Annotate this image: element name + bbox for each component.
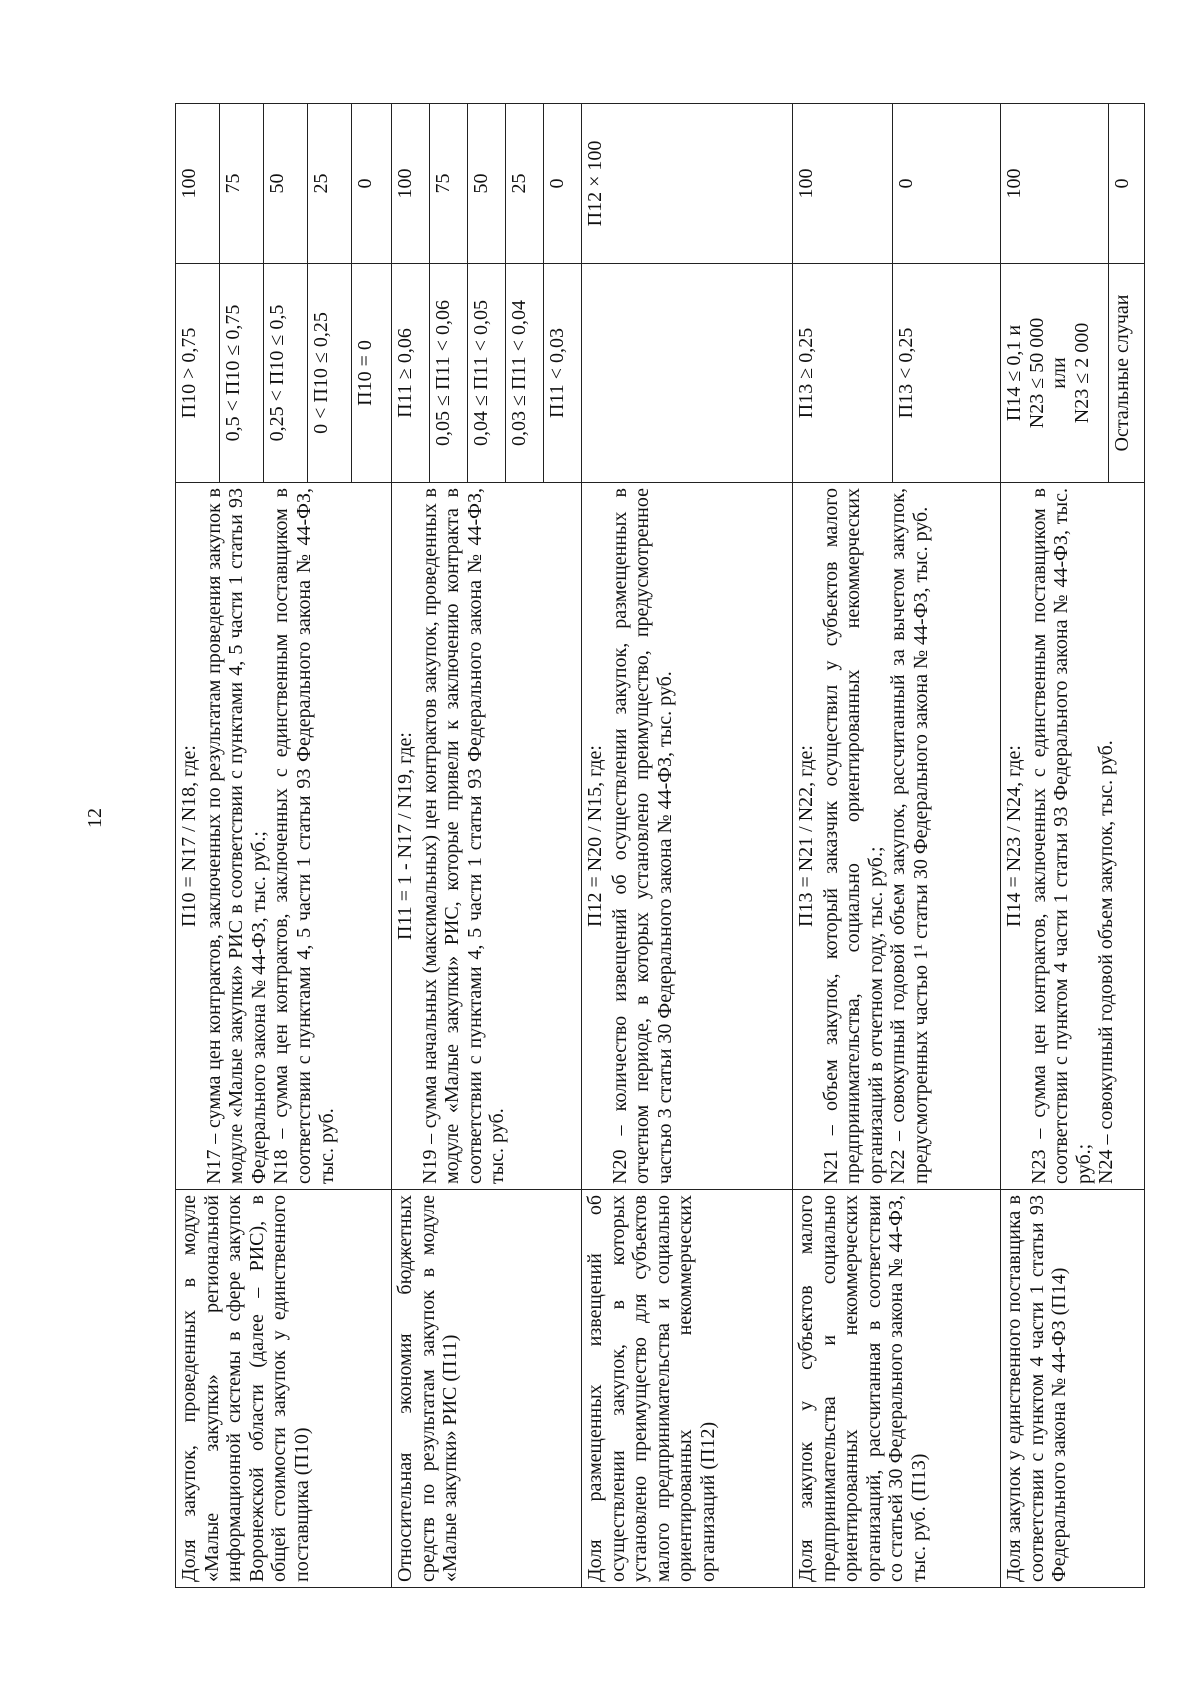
condition-line: N23 ≤ 2 000 <box>1070 322 1093 424</box>
condition-cell: П11 < 0,03 <box>544 264 582 483</box>
table-row <box>176 104 220 1588</box>
formula-note: N19 – сумма начальных (максимальных) цен контрактов закупок, проведенных в модуле «Малые закупки» РИС, которые привели к заключению контракта в соответствии с пунктами 4, 5 части 1 статьи 93 Федерального закона № 44-ФЗ, тыс. руб. <box>418 488 509 1184</box>
indicator-name-cell: Относительная экономия бюджетных средств по результатам закупок в модуле «Малые закупки» РИС (П11) <box>392 1190 582 1588</box>
table-row <box>392 104 430 1588</box>
condition-cell: П13 ≥ 0,25 <box>793 264 893 483</box>
indicator-name-cell: Доля закупок у субъектов малого предпринимательства и социально ориентированных некоммерческих организаций, рассчитанная в соответствии со статьей 30 Федерального закона № 44-ФЗ, тыс. руб. (П13) <box>793 1190 1001 1588</box>
score-cell: 100 <box>1001 104 1109 264</box>
formula-cell <box>1001 483 1145 1190</box>
formula-cell <box>176 483 392 1190</box>
formula: П12 = N20 / N15, где: <box>584 745 606 927</box>
score-cell: 0 <box>893 104 1001 264</box>
formula-cell <box>392 483 582 1190</box>
condition-cell: П10 = 0 <box>352 264 392 483</box>
formula-cell <box>582 483 793 1190</box>
condition-line: П14 ≤ 0,1 и <box>1003 324 1025 422</box>
formula-note: N18 – сумма цен контрактов, заключенных с единственным поставщиком в соответствии с пунктами 4, 5 части 1 статьи 93 Федерального закона № 44-ФЗ, тыс. руб. <box>270 488 338 1184</box>
condition-cell: П10 > 0,75 <box>176 264 220 483</box>
score-cell: 0 <box>544 104 582 264</box>
formula-note: N21 – объем закупок, который заказчик осуществил у субъектов малого предпринимательства, социально ориентированных некоммерческих организаций в отчетном году, тыс. руб.; <box>819 488 887 1184</box>
condition-cell: П11 ≥ 0,06 <box>392 264 430 483</box>
score-cell: 75 <box>430 104 468 264</box>
score-cell: 100 <box>176 104 220 264</box>
formula-note: N24 – совокупный годовой объем закупок, тыс. руб. <box>1095 740 1118 1184</box>
condition-cell: 0,05 ≤ П11 < 0,06 <box>430 264 468 483</box>
formula: П13 = N21 / N22, где: <box>795 745 817 927</box>
score-cell: 100 <box>793 104 893 264</box>
condition-line: N23 ≤ 50 000 <box>1025 317 1048 429</box>
indicator-name-cell: Доля размещенных извещений об осуществлении закупок, в которых установлено преимущество для субъектов малого предпринимательства и социально ориентированных некоммерческих организаций (П12) <box>582 1190 793 1588</box>
score-cell: 25 <box>506 104 544 264</box>
indicator-name-cell: Доля закупок, проведенных в модуле «Малые закупки» региональной информационной системы в сфере закупок Воронежской области (далее – РИС), в общей стоимости закупок у единственного поставщика (П10) <box>176 1190 392 1588</box>
condition-line: или <box>1048 357 1071 389</box>
score-cell: 0 <box>1109 104 1145 264</box>
condition-cell: Остальные случаи <box>1109 264 1145 483</box>
table-row <box>1001 104 1109 1588</box>
condition-cell: 0,25 < П10 ≤ 0,5 <box>264 264 308 483</box>
page-number: 12 <box>84 808 106 828</box>
score-cell: П12 × 100 <box>582 104 793 264</box>
score-cell: 75 <box>220 104 264 264</box>
condition-cell: 0,04 ≤ П11 < 0,05 <box>468 264 506 483</box>
formula: П10 = N17 / N18, где: <box>178 745 200 927</box>
table-row <box>582 104 793 1588</box>
formula-cell <box>793 483 1001 1190</box>
formula: П14 = N23 / N24, где: <box>1003 745 1025 927</box>
indicator-table <box>175 103 1145 1588</box>
indicator-name-cell: Доля закупок у единственного поставщика в соответствии с пунктом 4 части 1 статьи 93 Федерального закона № 44-ФЗ (П14) <box>1001 1190 1145 1588</box>
formula-note: N17 – сумма цен контрактов, заключенных по результатам проведения закупок в модуле «Малые закупки» РИС в соответствии с пунктами 4, 5 части 1 статьи 93 Федерального закона № 44-ФЗ, тыс. руб.; <box>202 488 270 1184</box>
score-cell: 50 <box>468 104 506 264</box>
formula-note: N23 – сумма цен контрактов, заключенных с единственным поставщиком в соответствии с пунктом 4 части 1 статьи 93 Федерального закона № 44-ФЗ, тыс. руб.; <box>1027 488 1095 1184</box>
table-row <box>793 104 893 1588</box>
condition-cell: П13 < 0,25 <box>893 264 1001 483</box>
score-cell: 100 <box>392 104 430 264</box>
formula-note: N20 – количество извещений об осуществлении закупок, размещенных в отчетном периоде, в которых установлено преимущество, предусмотренное частью 3 статьи 30 Федерального закона № 44-ФЗ, тыс. руб. <box>608 488 676 1184</box>
score-cell: 50 <box>264 104 308 264</box>
score-cell: 25 <box>308 104 352 264</box>
condition-cell-empty <box>582 264 793 483</box>
condition-cell <box>1001 264 1109 483</box>
rotated-table-wrapper <box>175 104 1133 1588</box>
condition-cell: 0,5 < П10 ≤ 0,75 <box>220 264 264 483</box>
score-cell: 0 <box>352 104 392 264</box>
condition-cell: 0,03 ≤ П11 < 0,04 <box>506 264 544 483</box>
formula-note: N22 – совокупный годовой объем закупок, рассчитанный за вычетом закупок, предусмотренных частью 1¹ статьи 30 Федерального закона № 44-ФЗ, тыс. руб. <box>887 488 932 1184</box>
formula: П11 = 1 - N17 / N19, где: <box>394 732 416 940</box>
condition-cell: 0 < П10 ≤ 0,25 <box>308 264 352 483</box>
